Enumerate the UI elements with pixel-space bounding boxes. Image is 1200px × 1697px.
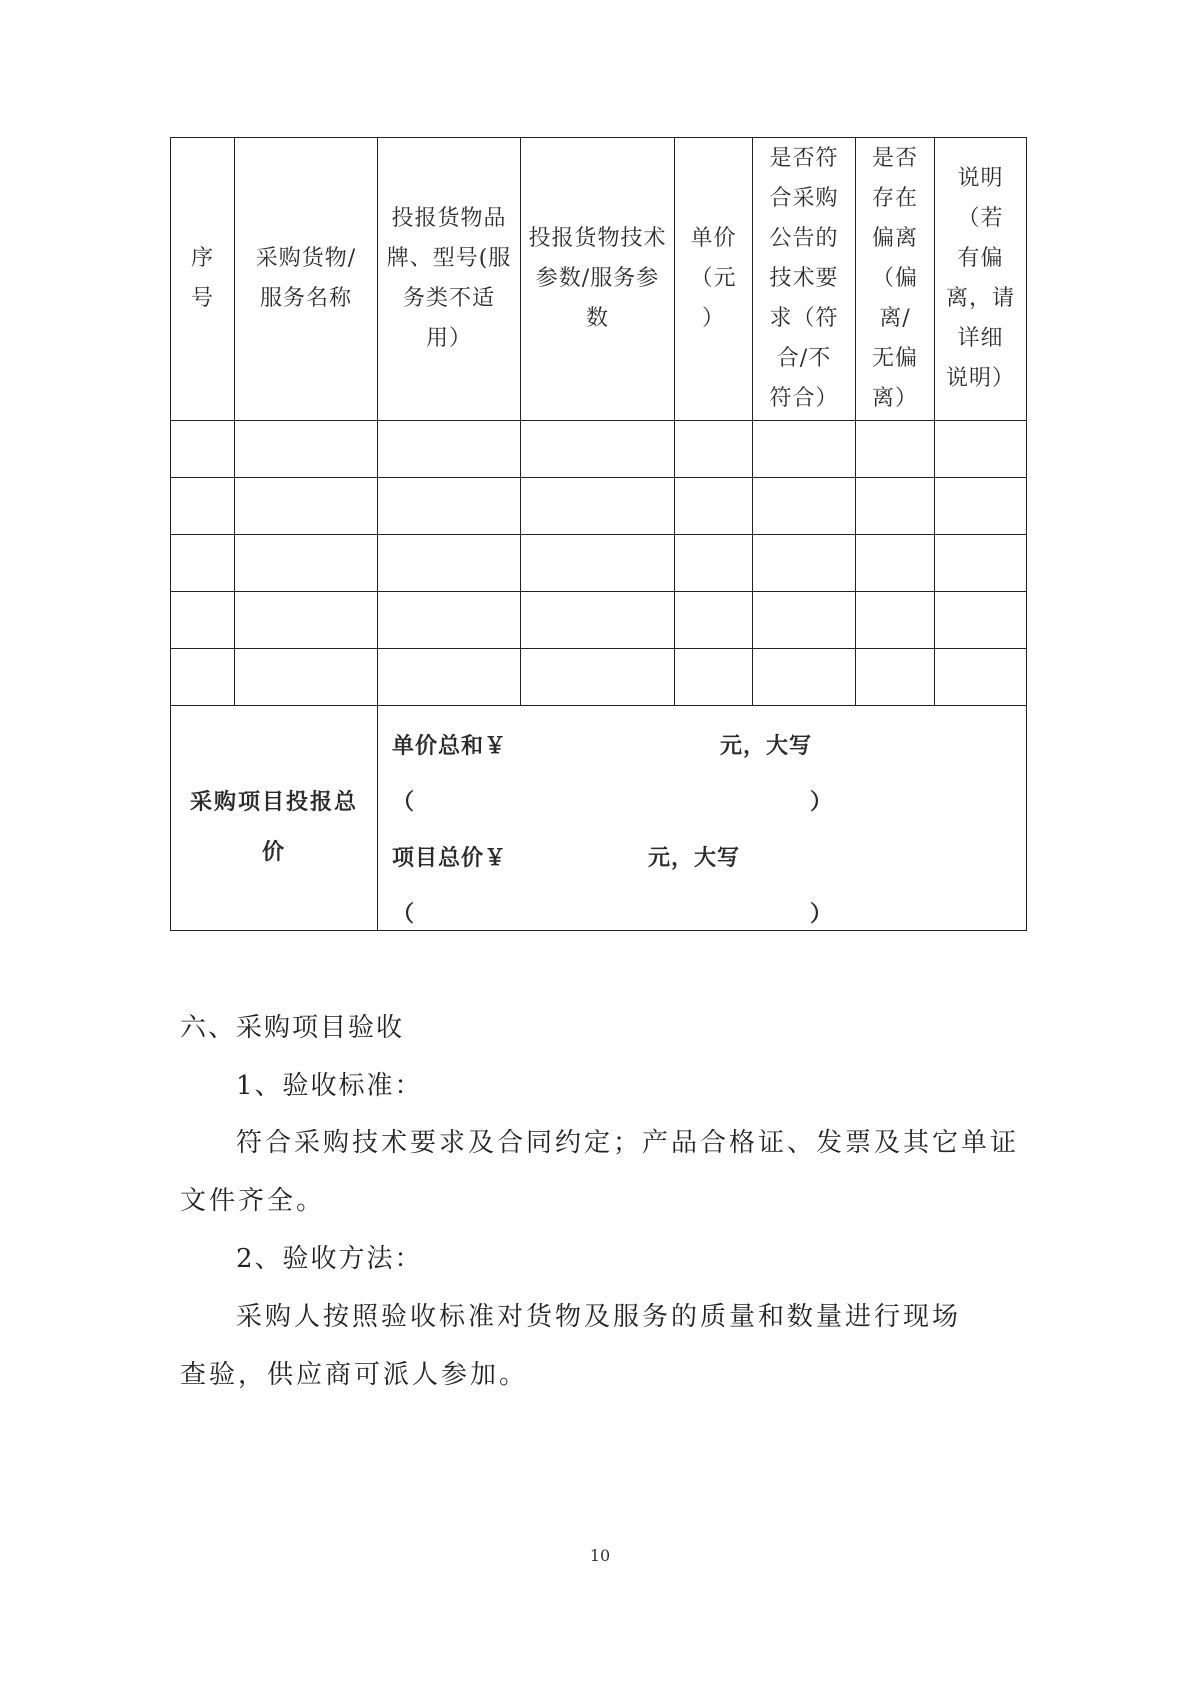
header-cell: 单价 （元 ） (675, 138, 753, 421)
table-row (171, 649, 1027, 706)
page-number: 10 (589, 1546, 611, 1565)
table-cell (675, 535, 753, 592)
table-cell (675, 592, 753, 649)
table-cell (378, 478, 521, 535)
table-cell (235, 478, 378, 535)
table-cell (753, 478, 856, 535)
paragraph-line: 采购人按照验收标准对货物及服务的质量和数量进行现场 (236, 1302, 962, 1332)
close-paren: ） (810, 789, 834, 815)
table-cell (521, 421, 675, 478)
project-total-label: 项目总价￥ (392, 845, 508, 871)
table-cell (753, 649, 856, 706)
unit-sum-label: 单价总和￥ (392, 733, 508, 759)
section-title: 六、采购项目验收 (180, 1013, 405, 1043)
table-cell (378, 535, 521, 592)
table-cell (171, 649, 235, 706)
table-cell (675, 649, 753, 706)
header-cell: 投报货物技术 参数/服务参 数 (521, 138, 675, 421)
header-cell: 说明 （若 有偏 离，请 详细 说明） (935, 138, 1027, 421)
table-cell (171, 592, 235, 649)
subsection-title-standard: 1、验收标准： (236, 1071, 423, 1101)
header-cell: 是否符 合采购 公告的 技术要 求（符 合/不 符合） (753, 138, 856, 421)
header-cell: 采购货物/ 服务名称 (235, 138, 378, 421)
table-cell (521, 649, 675, 706)
table-cell (753, 535, 856, 592)
quotation-table (170, 137, 1027, 931)
table-cell (171, 535, 235, 592)
table-cell (675, 421, 753, 478)
table-cell (935, 535, 1027, 592)
table-cell (856, 421, 935, 478)
paragraph-line: 符合采购技术要求及合同约定；产品合格证、发票及其它单证 (236, 1128, 1020, 1158)
unit-sum-suffix: 元，大写 (720, 733, 813, 759)
table-cell (856, 592, 935, 649)
table-cell (521, 592, 675, 649)
table-cell (235, 649, 378, 706)
header-cell: 序 号 (171, 138, 235, 421)
table-cell (935, 421, 1027, 478)
open-paren: （ (392, 901, 416, 927)
table-row (171, 592, 1027, 649)
table-cell (753, 421, 856, 478)
table-cell (856, 535, 935, 592)
total-price-content (378, 706, 1026, 930)
table-cell (521, 535, 675, 592)
table-cell (675, 478, 753, 535)
table-row (171, 535, 1027, 592)
table-cell (171, 421, 235, 478)
paragraph-line: 文件齐全。 (180, 1186, 326, 1216)
total-price-label: 采购项目投报总 价 (189, 789, 358, 865)
total-price-row (171, 706, 1027, 931)
table-cell (235, 421, 378, 478)
open-paren: （ (392, 789, 416, 815)
project-total-suffix: 元，大写 (648, 845, 741, 871)
table-row (171, 478, 1027, 535)
table-cell (753, 592, 856, 649)
table-cell (378, 592, 521, 649)
total-price-label-cell (171, 706, 378, 931)
table-cell (935, 478, 1027, 535)
total-price-content-cell (378, 706, 1027, 931)
table-cell (935, 592, 1027, 649)
table-cell (171, 478, 235, 535)
table-cell (935, 649, 1027, 706)
paragraph-line: 查验，供应商可派人参加。 (180, 1360, 529, 1390)
table-cell (235, 592, 378, 649)
header-cell: 是否 存在 偏离 （偏 离/ 无偏 离） (856, 138, 935, 421)
subsection-title-method: 2、验收方法： (236, 1244, 423, 1274)
table-row (171, 421, 1027, 478)
table-cell (856, 649, 935, 706)
table-cell (378, 649, 521, 706)
header-cell: 投报货物品 牌、型号(服 务类不适 用） (378, 138, 521, 421)
table-cell (378, 421, 521, 478)
table-cell (235, 535, 378, 592)
table-header-row (171, 138, 1027, 421)
table-cell (521, 478, 675, 535)
close-paren: ） (810, 901, 834, 927)
table-cell (856, 478, 935, 535)
